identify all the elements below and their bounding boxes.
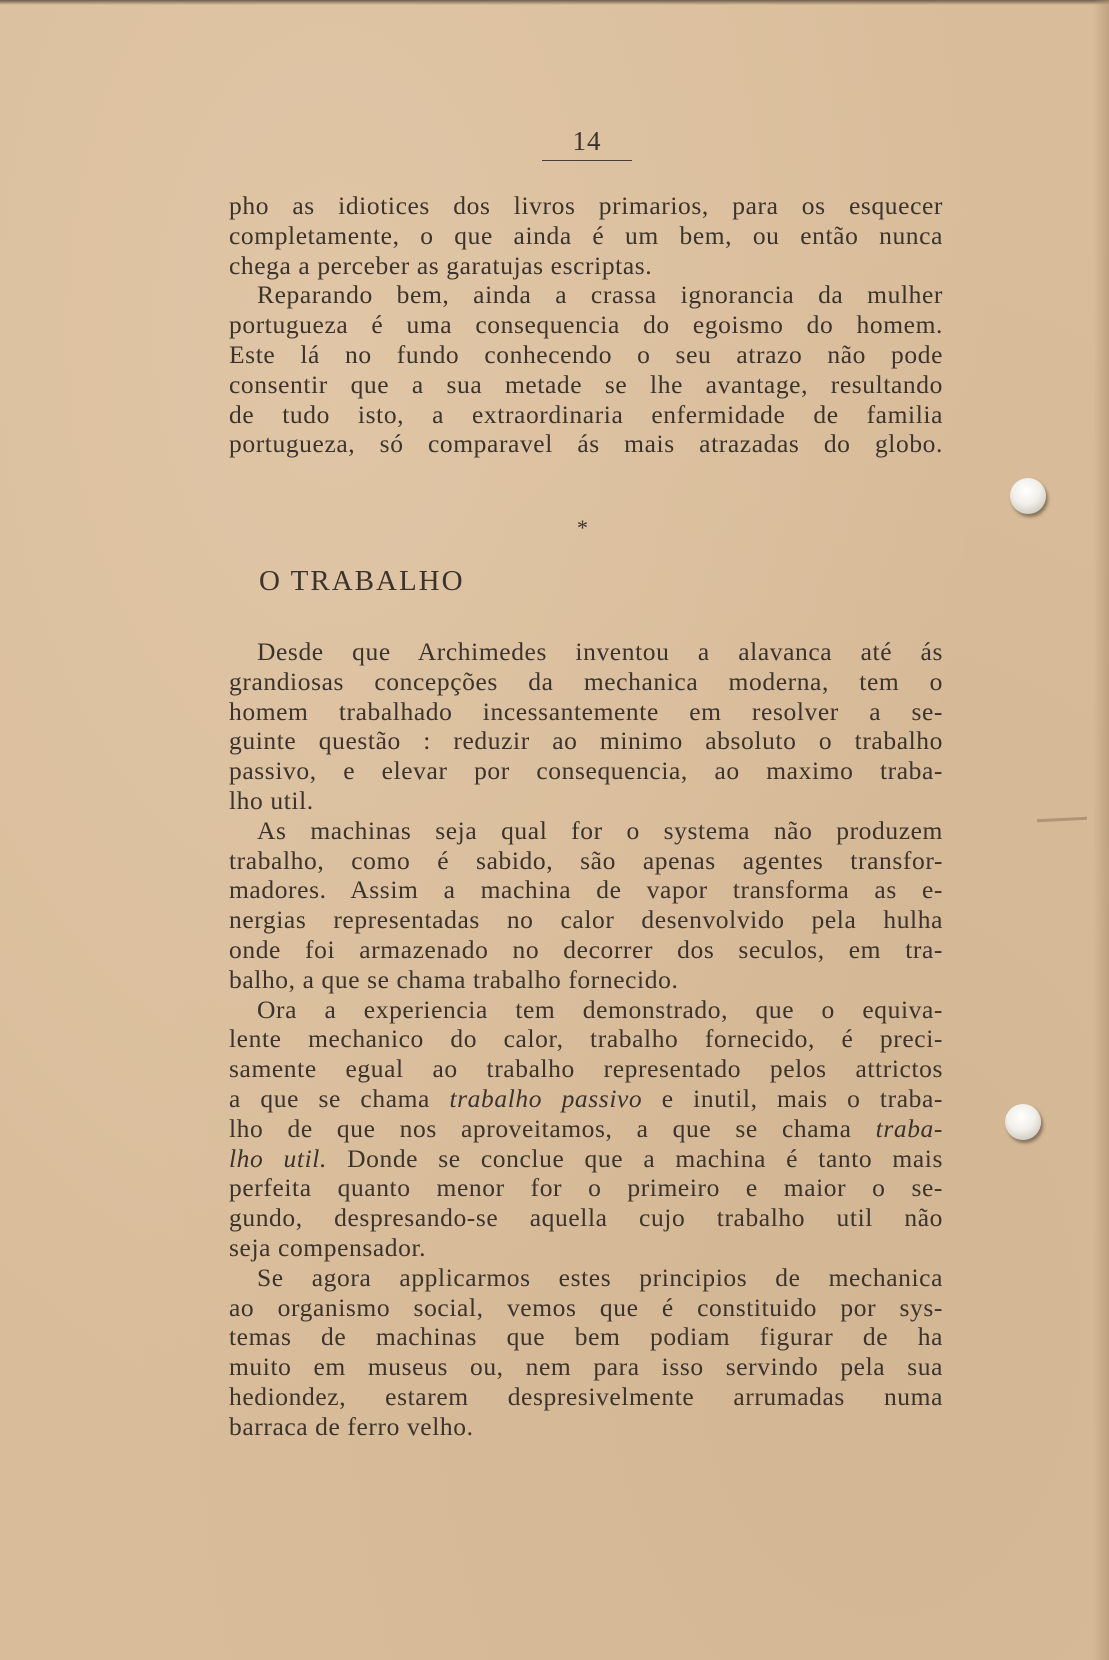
text-line: de tudo isto, a extraordinaria enfermidade de familia (229, 399, 943, 429)
binding-hole-lower (1005, 1104, 1041, 1140)
text-line: pho as idiotices dos livros primarios, para os esquecer (229, 191, 943, 220)
text-line: grandiosas concepções da mechanica moderna, tem o (229, 666, 943, 696)
text-line: trabalho, como é sabido, são apenas agentes transfor- (229, 845, 943, 875)
paragraph-intro (229, 191, 943, 459)
emphasis-text: lho util. (229, 1143, 327, 1173)
page-number-rule (542, 160, 632, 161)
text-line: Desde que Archimedes inventou a alavanca até ás (257, 637, 943, 666)
text-line: onde foi armazenado no decorrer dos seculos, em tra- (229, 934, 943, 964)
section-title: O TRABALHO (259, 565, 465, 597)
text-line: gundo, despresando-se aquella cujo trabalho util não (229, 1203, 943, 1233)
text-line: guinte questão : reduzir ao minimo absoluto o trabalho (229, 726, 943, 756)
text-line: portugueza é uma consequencia do egoismo do homem. (229, 310, 943, 340)
emphasis-text: traba- (875, 1113, 943, 1143)
text-line: consentir que a sua metade se lhe avantage, resultando (229, 369, 943, 399)
text-line: homem trabalhado incessantemente em resolver a se- (229, 696, 943, 726)
text-line-mixed (229, 1144, 943, 1174)
text-line: nergias representadas no calor desenvolvido pela hulha (229, 905, 943, 935)
emphasis-text: trabalho passivo (449, 1083, 643, 1113)
text-segment: lho de que nos aproveitamos, a que se chama (229, 1113, 876, 1143)
text-line: balho, a que se chama trabalho fornecido. (229, 964, 679, 994)
text-line: temas de machinas que bem podiam figurar de ha (229, 1322, 943, 1352)
text-line: portugueza, só comparavel ás mais atrazadas do globo. (229, 429, 943, 459)
text-segment: Donde se conclue que a machina é tanto mais (326, 1143, 943, 1173)
text-line: madores. Assim a machina de vapor transforma as e- (229, 875, 943, 905)
text-line: barraca de ferro velho. (229, 1411, 474, 1441)
text-segment: e inutil, mais o traba- (642, 1083, 943, 1113)
text-line: perfeita quanto menor for o primeiro e maior o se- (229, 1173, 943, 1203)
text-line: completamente, o que ainda é um bem, ou então nunca (229, 220, 943, 250)
text-line-mixed (229, 1084, 943, 1114)
text-line: As machinas seja qual for o systema não produzem (257, 815, 943, 845)
text-segment: a que se chama (229, 1083, 450, 1113)
text-line-mixed (229, 1114, 943, 1144)
text-line: passivo, e elevar por consequencia, ao maximo traba- (229, 756, 943, 786)
text-line: Ora a experiencia tem demonstrado, que o equiva- (257, 994, 943, 1024)
text-line: lente mechanico do calor, trabalho fornecido, é preci- (229, 1024, 943, 1054)
text-line: Reparando bem, ainda a crassa ignorancia da mulher (257, 280, 943, 310)
paper-tear-mark (1037, 817, 1087, 823)
text-line: samente egual ao trabalho representado pelos attrictos (229, 1054, 943, 1084)
page-number: 14 (572, 126, 602, 156)
text-line: Se agora applicarmos estes principios de mechanica (257, 1262, 943, 1292)
page-top-edge (0, 0, 1109, 5)
text-line: ao organismo social, vemos que é constituido por sys- (229, 1292, 943, 1322)
text-line: Este lá no fundo conhecendo o seu atrazo não pode (229, 339, 943, 369)
text-line: muito em museus ou, nem para isso servindo pela sua (229, 1352, 943, 1382)
text-line: lho util. (229, 785, 314, 815)
text-line: hediondez, estarem despresivelmente arrumadas numa (229, 1381, 943, 1411)
text-line: chega a perceber as garatujas escriptas. (229, 250, 653, 280)
text-line: seja compensador. (229, 1232, 427, 1262)
binding-hole-upper (1010, 478, 1046, 514)
section-body (229, 637, 943, 1442)
section-asterism: * (577, 515, 588, 540)
page-right-edge (1093, 0, 1109, 1660)
